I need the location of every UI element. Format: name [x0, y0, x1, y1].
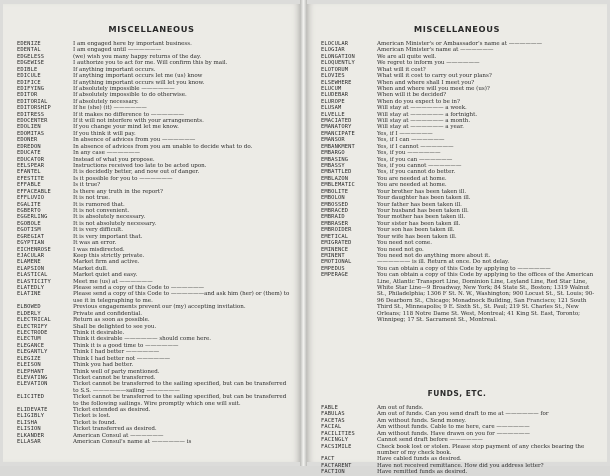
code-list [17, 41, 290, 446]
code-word: EFESTITE [17, 175, 45, 182]
code-meaning: It is rumored that. [73, 201, 125, 208]
code-meaning: Your husband has been taken ill. [377, 207, 469, 214]
code-meaning: Market firm and active. [73, 259, 140, 266]
code-meaning: American Minister's name at —————— [377, 47, 494, 54]
code-word: EMBARGO [321, 150, 345, 157]
code-meaning: Am out of funds. [377, 405, 424, 411]
code-meaning: If absolutely impossible to do otherwise. [73, 92, 187, 99]
code-meaning: Ticket is lost. [73, 413, 111, 420]
code-meaning: Market dull. [73, 265, 108, 272]
code-word: EDUCATOR [17, 156, 45, 163]
code-meaning: It is not absolutely necessary. [73, 220, 157, 227]
code-meaning: You are needed at home. [377, 182, 447, 189]
code-meaning: Previous engagements prevent our (my) accepting invitation. [73, 304, 246, 311]
code-word: EMINENT [321, 252, 345, 259]
code-meaning: I authorize you to act for me. Will confirm this by mail. [73, 60, 228, 67]
code-meaning: Have remitted funds as desired. [377, 469, 468, 476]
code-word: EFFACEABLE [17, 188, 51, 195]
code-word: EMBLEMATIC [321, 182, 355, 189]
code-meaning: Your son has been taken ill. [377, 227, 455, 234]
code-word: ELISION [17, 426, 41, 433]
code-word: EDIBLE [17, 66, 38, 73]
code-word: EMBATTLED [321, 169, 352, 176]
code-word: EFANTEL [17, 169, 41, 176]
code-word: EMANSOR [321, 137, 345, 144]
code-word: EMBOLITE [321, 188, 349, 195]
code-word: ELKANDER [17, 432, 45, 439]
code-meaning: What will it cost to carry out your plans? [377, 73, 492, 80]
code-word: ELOCULAR [321, 41, 349, 47]
code-word: EDOMITAS [17, 130, 45, 137]
code-meaning: Have cabled funds as desired. [377, 456, 462, 463]
code-word: EGGERLING [17, 214, 48, 221]
code-meaning: American Minister's or Ambassador's name at —————— [377, 41, 542, 47]
code-word: FACTARENT [321, 462, 352, 469]
code-word: ELEISON [17, 362, 41, 369]
code-word: ELEGANCE [17, 342, 45, 349]
code-word: ELONGATION [321, 53, 355, 60]
code-meaning: Instructions received too late to be acted upon. [73, 163, 207, 170]
code-meaning: Ticket transferred as desired. [73, 426, 157, 433]
code-word: EGBERTO [17, 207, 41, 214]
code-meaning: Meet me (us) at —————— [73, 278, 153, 285]
code-meaning: Is there any truth in the report? [73, 188, 164, 195]
code-word: EMBANKMENT [321, 143, 355, 150]
code-meaning: If you change your mind let me know. [73, 124, 179, 131]
code-meaning: Return as soon as possible. [73, 317, 150, 324]
code-meaning: It is absolutely necessary. [73, 214, 146, 221]
code-meaning: You need not go. [377, 246, 424, 253]
code-word: ELEVATION [17, 381, 48, 388]
code-meaning: Have not received remittance. How did you address letter? [377, 462, 544, 469]
code-meaning: It was an error. [73, 240, 117, 247]
code-list [321, 41, 597, 324]
code-meaning: If it will not interfere with your arrangements. [73, 118, 204, 125]
code-meaning: Will stay at —————— a year. [377, 124, 464, 131]
code-word: EDIFICE [17, 79, 41, 86]
code-word: ELUSAM [321, 105, 342, 112]
code-meaning: If it makes no difference to —————— [73, 111, 185, 118]
code-meaning: Your daughter has been taken ill. [377, 195, 471, 202]
code-word: EICHENROSE [17, 246, 51, 253]
code-meaning: When do you expect to be in? [377, 98, 460, 105]
code-word: EDGELESS [17, 53, 45, 60]
code-meaning: Yes, if you —————— [377, 150, 441, 157]
code-word: EMBRASER [321, 220, 349, 227]
code-meaning: Ticket cannot be transferred. [73, 374, 156, 381]
code-meaning: I was misdirected. [73, 246, 125, 253]
code-word: EJACULAR [17, 252, 45, 259]
code-word: EDUCATE [17, 150, 41, 157]
code-meaning: You need not do anything more about it. [377, 252, 491, 259]
funds-list [321, 405, 597, 476]
code-meaning: Yes, if you cannot —————— [377, 163, 462, 170]
code-word: ELOVIES [321, 73, 345, 80]
code-meaning: —————— is ill. Return at once. Do not delay. [377, 259, 510, 266]
code-word: EGOBOLE [17, 220, 41, 227]
code-word: FACSIMILE [321, 443, 352, 450]
code-meaning: Private and confidential. [73, 310, 143, 317]
code-word: FACIAL [321, 424, 342, 431]
code-meaning: Ticket cannot be transferred to the sailing specified, but can be transferred to the following sailings. Wire promptly which one will suit. [73, 394, 287, 407]
code-meaning: When will it be decided? [377, 92, 447, 99]
code-word: EFFABLE [17, 182, 41, 189]
book-gutter [300, 0, 307, 466]
code-meaning: Am without funds. Cable to me here, care —————— [377, 424, 530, 431]
code-word: EMPERAGE [321, 272, 349, 279]
code-meaning: Yes, if you cannot do better. [377, 169, 456, 176]
right-page [307, 4, 607, 476]
code-meaning: Ticket extended as desired. [73, 407, 151, 414]
code-meaning: If you think it will pay. [73, 130, 136, 137]
code-meaning: Keep this strictly private. [73, 252, 145, 259]
code-meaning: It is not convenient. [73, 207, 130, 214]
code-word: EDGEWISE [17, 60, 45, 67]
code-word: ELSEWHERE [321, 79, 352, 86]
code-word: EMBRAID [321, 214, 345, 221]
code-meaning: Yes, if I can —————— [377, 137, 445, 144]
code-word: ELICITED [17, 394, 45, 401]
code-meaning: You are needed at home. [377, 175, 447, 182]
code-meaning: Ticket cannot be transferred to the sailing specified, but can be transferred to S.S. ——————sailing —————— [73, 381, 287, 394]
code-word: EDREDON [17, 143, 41, 150]
code-meaning: In any case —————— [73, 150, 140, 157]
code-meaning: Think it is a good time to —————— [73, 342, 179, 349]
code-meaning: Shall be delighted to see you. [73, 323, 157, 330]
code-entry [17, 291, 290, 304]
code-word: FABLE [321, 405, 338, 411]
code-word: EFFLUVIO [17, 195, 45, 202]
code-meaning: Yes, if I cannot —————— [377, 143, 454, 150]
page-heading: MISCELLANEOUS [413, 24, 501, 34]
code-meaning: We regret to inform you —————— [377, 60, 480, 67]
code-meaning: I am engaged until —————— [73, 47, 162, 54]
code-meaning: Cannot send draft before —————— [377, 437, 483, 444]
code-word: EDIFYING [17, 85, 45, 92]
code-meaning: If absolutely necessary. [73, 98, 139, 105]
code-word: FACILITIES [321, 430, 355, 437]
code-word: EDOLIEN [17, 124, 41, 131]
code-word: EMANCIPATE [321, 130, 355, 137]
section-heading: FUNDS, ETC. [427, 389, 487, 398]
code-meaning: Am without funds. Send money. [377, 417, 466, 424]
code-meaning: Will stay at —————— a fortnight. [377, 111, 478, 118]
code-word: ELOQUENTLY [321, 60, 355, 67]
code-meaning: Yes, if you can —————— [377, 156, 453, 163]
code-meaning: I am engaged here by important business. [73, 41, 192, 47]
code-entry [321, 444, 597, 457]
code-meaning: You can obtain a copy of this Code by applying to the offices of the American Line, Atlantic Transport Line, Dominion Line, Leyland Line, Red Star Line, White Star Line—9 Broadway, New York; 84 State St., Boston; 1319 Walnut St., Philadelphia; 1306 F St. N. W., Washington; 900 Locust St., St. Louis; 90-96 Dearborn St., Chicago; Monadnock Building, San Francisco; 121 South Third St., Minneapolis; 9 E. Sixth St., St. Paul; 219 St. Charles St., New Orleans; 118 Notre Dame St. West, Montreal; 41 King St. East, Toronto; Winnipeg; 17 St. Sacrament St., Montreal. [377, 272, 595, 324]
code-word: EDENIZE [17, 41, 41, 47]
code-word: ELUROPE [321, 98, 345, 105]
code-word: EDITRESS [17, 111, 45, 118]
code-word: EMETICAL [321, 233, 349, 240]
code-word: EDONER [17, 137, 38, 144]
code-meaning: Your mother has been taken ill. [377, 214, 466, 221]
left-page [3, 4, 300, 462]
code-meaning: Market quiet and easy. [73, 272, 138, 279]
code-word: FABULAS [321, 411, 345, 418]
code-word: EDITORIAL [17, 98, 48, 105]
code-meaning: It is very difficult. [73, 227, 124, 234]
code-entry [321, 272, 597, 323]
code-word: ELEGANTLY [17, 349, 48, 356]
code-word: EMPEDUS [321, 265, 345, 272]
page-heading: MISCELLANEOUS [108, 24, 195, 34]
code-meaning: Will stay at —————— a month. [377, 118, 471, 125]
code-word: EMBLAZON [321, 175, 349, 182]
code-word: EDICULE [17, 73, 41, 80]
code-meaning: Is it possible for you to —————— [73, 175, 173, 182]
code-meaning: If anything important occurs. [73, 66, 156, 73]
code-meaning: You need not come. [377, 240, 432, 247]
code-word: EGYPTIAN [17, 240, 45, 247]
code-entry [17, 394, 290, 407]
code-word: EDITORSHIP [17, 105, 51, 112]
code-word: EMOTIONAL [321, 259, 352, 266]
code-word: ELECTRICAL [17, 317, 51, 324]
code-word: ELEVATING [17, 374, 48, 381]
code-word: EMIGRATED [321, 240, 352, 247]
code-meaning: Your sister has been taken ill. [377, 220, 461, 227]
code-word: EMBROIDER [321, 227, 352, 234]
code-meaning: Please send a copy of this Code to —————— [73, 285, 205, 292]
code-word: ELASTICITY [17, 278, 51, 285]
code-word: ELEGIZE [17, 355, 41, 362]
code-meaning: We are all quite well. [377, 53, 437, 60]
code-word: EDENTAL [17, 47, 41, 54]
code-word: ELUCUM [321, 85, 342, 92]
code-word: FACTION [321, 469, 345, 476]
code-meaning: You can obtain a copy of this Code by applying to —————— [377, 265, 551, 272]
code-word: ELAMENE [17, 259, 41, 266]
code-word: EMBRACED [321, 207, 349, 214]
code-word: EMACIATED [321, 118, 352, 125]
code-meaning: When and where shall I meet you? [377, 79, 475, 86]
code-word: ELATEDLY [17, 285, 45, 292]
code-word: EMANATORY [321, 124, 352, 131]
code-meaning: It is decidedly better, and now out of danger. [73, 169, 200, 176]
code-meaning: Instead of what you propose. [73, 156, 155, 163]
code-meaning: Please send a copy of this Code to ——————and ask him (her) or (them) to use it in telegraphing to me. [73, 291, 290, 304]
code-word: ELIDEVATE [17, 407, 48, 414]
code-word: ELECTRIFY [17, 323, 48, 330]
code-word: EMBASING [321, 156, 349, 163]
code-word: EDITOR [17, 92, 38, 99]
code-word: ELBOWED [17, 304, 41, 311]
code-meaning: Your father has been taken ill. [377, 201, 462, 208]
code-word: FACINGLY [321, 437, 349, 444]
code-meaning: It is not true. [73, 195, 110, 202]
code-meaning: Ticket is found. [73, 419, 117, 426]
code-meaning: Check book lost or stolen. Please stop payment of any checks bearing the number of my check book. [377, 443, 585, 456]
code-word: EELSPEAR [17, 163, 45, 170]
code-word: ELVELLE [321, 111, 345, 118]
code-word: ELATINE [17, 291, 41, 298]
code-meaning: In absence of advices from you —————— [73, 137, 196, 144]
code-meaning: Your brother has been taken ill. [377, 188, 467, 195]
code-meaning: In absence of advices from you am unable to decide what to do. [73, 143, 253, 150]
code-meaning: Think I had better not —————— [73, 355, 171, 362]
code-word: EDOCENTER [17, 118, 48, 125]
code-word: FACETAS [321, 417, 345, 424]
code-word: ELLASAR [17, 439, 41, 446]
code-meaning: When and where will you meet me (us)? [377, 85, 490, 92]
code-meaning: Yes, if I —————— [377, 130, 433, 137]
code-word: ELIGIBLY [17, 413, 45, 420]
code-word: EGOTISM [17, 227, 41, 234]
code-word: EMINENCE [321, 246, 349, 253]
code-meaning: If anything important occurs let me (us) know [73, 73, 203, 80]
code-meaning: Think you had better. [73, 362, 134, 369]
code-word: ELISHA [17, 419, 38, 426]
code-word: ELEPHANT [17, 368, 45, 375]
code-word: ELECTUM [17, 336, 41, 343]
code-word: FACT [321, 456, 335, 463]
code-word: ELOTORUM [321, 66, 349, 73]
code-meaning: Your wife has been taken ill. [377, 233, 457, 240]
code-entry [17, 381, 290, 394]
code-meaning: American Consul's name at —————— is [73, 439, 192, 446]
code-word: EGREGIAT [17, 233, 45, 240]
code-meaning: If he (she) (it) —————— [73, 105, 147, 112]
code-word: EGALITE [17, 201, 41, 208]
code-word: ELOGIAR [321, 47, 345, 54]
code-meaning: If anything important occurs will let you know. [73, 79, 205, 86]
code-meaning: Am out of funds. Can you send draft to me at —————— for [377, 411, 549, 418]
code-word: ELAPSION [17, 265, 45, 272]
code-entry [17, 439, 290, 445]
code-meaning: It is very important that. [73, 233, 143, 240]
code-entry [321, 469, 597, 475]
code-word: EMBASSY [321, 163, 345, 170]
code-word: ELDERLY [17, 310, 41, 317]
code-word: ELECTRODE [17, 329, 48, 336]
code-meaning: Think well of party mentioned. [73, 368, 160, 375]
code-word: ELASTICAL [17, 272, 48, 279]
code-meaning: Think it desirable. [73, 329, 125, 336]
code-meaning: (we) wish you many happy returns of the day. [73, 53, 202, 60]
code-meaning: American Consul at —————— [73, 432, 164, 439]
code-meaning: Is it true? [73, 182, 101, 189]
code-meaning: What will it cost? [377, 66, 426, 73]
code-meaning: Will stay at —————— a week. [377, 105, 467, 112]
code-word: ELUDEBAR [321, 92, 349, 99]
code-word: EMBOLON [321, 195, 345, 202]
code-meaning: If absolutely impossible —————— [73, 85, 175, 92]
code-meaning: Am without funds. Have drawn on you for —————— [377, 430, 530, 437]
code-meaning: Think I had better —————— [73, 349, 160, 356]
code-word: EMBOSSED [321, 201, 349, 208]
code-meaning: Think it desirable —————— should come here. [73, 336, 212, 343]
